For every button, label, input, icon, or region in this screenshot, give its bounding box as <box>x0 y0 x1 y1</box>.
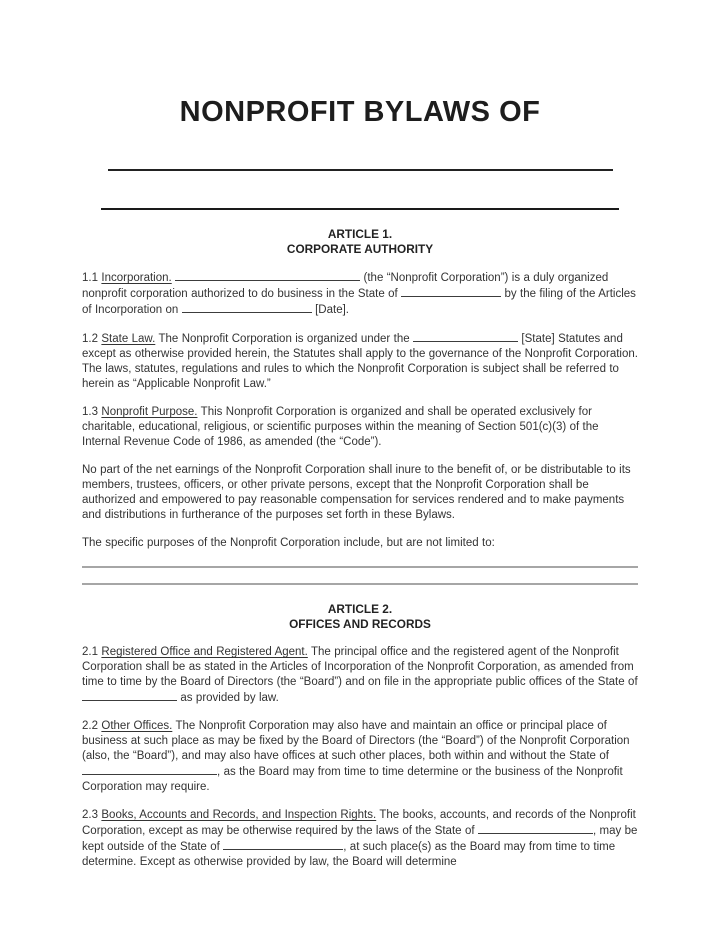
text-run: 1.3 <box>82 406 102 418</box>
blank-field <box>182 302 312 313</box>
blank-field <box>175 270 360 281</box>
paragraph <box>82 719 638 795</box>
paragraph <box>82 270 638 318</box>
blank-field <box>223 839 343 850</box>
text-run: as provided by law. <box>177 692 279 704</box>
organization-name-blank-line <box>108 169 613 171</box>
section-label: Registered Office and Registered Agent. <box>101 646 308 658</box>
paragraph <box>82 808 638 870</box>
text-run: The principal office and the registered agent of the Nonprofit Corporation shall be as stated in the Articles of Incorporation of the Nonprofit Corporation, as amended from time to time by the Board of Directors (the “Board”) and on file in the appropriate public offices of the State of <box>82 646 638 688</box>
text-run: , may be kept outside of the State of <box>82 825 638 853</box>
article-heading <box>82 602 638 632</box>
blank-field <box>82 690 177 701</box>
blank-field <box>413 331 518 342</box>
text-run: This Nonprofit Corporation is organized and shall be operated exclusively for charitable, educational, religious, or scientific purposes within the meaning of Section 501(c)(3) of the Internal Revenue Code of 1986, as amended (the “Code”). <box>82 406 599 448</box>
text-run: [Date]. <box>311 304 349 316</box>
article-heading <box>82 227 638 257</box>
fill-in-line <box>82 566 638 568</box>
article-1 <box>82 227 638 585</box>
text-run: 2.2 <box>82 720 102 732</box>
text-run: , as the Board may from time to time determine or the business of the Nonprofit Corporation may require. <box>82 766 623 793</box>
article-title: CORPORATE AUTHORITY <box>286 242 434 256</box>
paragraph <box>82 405 638 450</box>
document-title: NONPROFIT BYLAWS OF <box>179 96 541 128</box>
text-run: The specific purposes of the Nonprofit Corporation include, but are not limited to: <box>82 537 495 549</box>
paragraph <box>82 463 638 523</box>
fill-in-line <box>82 583 638 585</box>
section-label: Incorporation. <box>101 272 172 284</box>
title-divider-line <box>101 208 619 210</box>
section-label: Nonprofit Purpose. <box>101 406 198 418</box>
text-run: [State] Statutes and except as otherwise provided herein, the Statutes shall apply to the governance of the Nonprofit Corporation. The laws, statutes, regulations and rules to which the Nonprofit Corporation is subject shall be referred to herein as “Applicable Nonprofit Law.” <box>82 333 638 390</box>
article-number: ARTICLE 1. <box>327 227 393 241</box>
blank-field <box>401 286 501 297</box>
section-label: State Law. <box>101 333 156 345</box>
document-body <box>82 227 638 870</box>
text-run: 1.1 <box>82 272 102 284</box>
text-run: The Nonprofit Corporation is organized under the <box>155 333 414 345</box>
paragraph <box>82 645 638 706</box>
text-run: 1.2 <box>82 333 102 345</box>
section-label: Books, Accounts and Records, and Inspection Rights. <box>101 809 377 821</box>
paragraph <box>82 331 638 392</box>
text-run: No part of the net earnings of the Nonprofit Corporation shall inure to the benefit of, or be distributable to its members, trustees, officers, or other private persons, except that the Nonprofit Corporation shall be authorized and empowered to pay reasonable compensation for services rendered and to make payments and distributions in furtherance of the purposes set forth in these Bylaws. <box>82 464 631 521</box>
article-2 <box>82 602 638 870</box>
text-run: , at such place(s) as the Board may from time to time determine. Except as otherwise provided by law, the Board will determine <box>82 841 616 868</box>
text-run: by the filing of the Articles of Incorporation on <box>82 288 636 316</box>
paragraph <box>82 536 638 551</box>
text-run: (the “Nonprofit Corporation”) is a duly organized nonprofit corporation authorized to do business in the State of <box>82 272 609 300</box>
blank-field <box>478 823 593 834</box>
article-title: OFFICES AND RECORDS <box>289 617 431 631</box>
section-label: Other Offices. <box>101 720 173 732</box>
article-number: ARTICLE 2. <box>327 602 393 616</box>
text-run: The Nonprofit Corporation may also have and maintain an office or principal place of business at such place as may be fixed by the Board of Directors (the “Board”) of the Nonprofit Corporation (also, the “Board”), and may also have offices at such other places, both within and without the State of <box>82 720 630 762</box>
text-run: 2.3 <box>82 809 102 821</box>
text-run: The books, accounts, and records of the Nonprofit Corporation, except as may be otherwise required by the laws of the State of <box>82 809 636 837</box>
text-run: 2.1 <box>82 646 102 658</box>
blank-field <box>82 764 217 775</box>
